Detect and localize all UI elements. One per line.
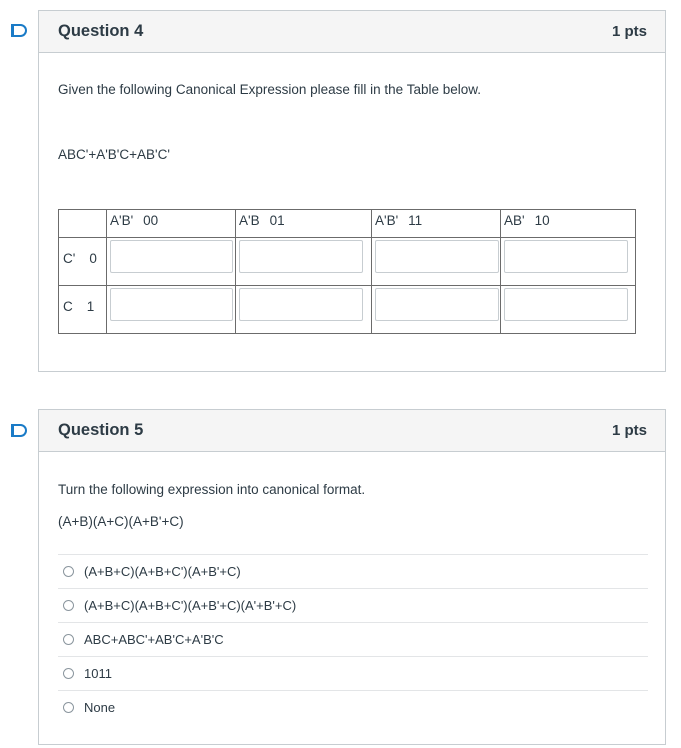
answer-input-c1-10[interactable]	[504, 288, 628, 321]
table-corner-cell	[59, 210, 107, 238]
answer-input-c1-11[interactable]	[375, 288, 499, 321]
question-expression: ABC'+A'B'C+AB'C'	[58, 147, 170, 162]
question-prompt: Given the following Canonical Expression please fill in the Table below.	[58, 82, 482, 97]
question-4-header	[39, 11, 665, 53]
question-title: Question 5	[58, 421, 144, 439]
flag-question-5-icon[interactable]	[11, 424, 27, 437]
answer-option[interactable]	[58, 622, 648, 656]
answer-option-label: ABC+ABC'+AB'C+A'B'C	[84, 632, 224, 647]
answer-input-c0-01[interactable]	[239, 240, 363, 273]
answer-option[interactable]	[58, 588, 648, 622]
question-points: 1 pts	[611, 422, 647, 439]
radio-button[interactable]	[63, 600, 74, 611]
question-expression: (A+B)(A+C)(A+B'+C)	[58, 514, 184, 529]
question-prompt: Turn the following expression into canonical format.	[58, 482, 366, 497]
answer-option[interactable]	[58, 690, 648, 724]
answer-input-c0-00[interactable]	[110, 240, 233, 273]
row-header-0: C' 0	[59, 238, 107, 286]
answer-option-label: 1011	[84, 666, 112, 681]
answer-option-label: (A+B+C)(A+B+C')(A+B'+C)(A'+B'+C)	[84, 598, 297, 613]
question-4-card	[38, 10, 666, 372]
question-5-header	[39, 410, 665, 452]
column-header-01: A'B 01	[236, 210, 372, 238]
answer-input-c0-11[interactable]	[375, 240, 499, 273]
answer-input-c0-10[interactable]	[504, 240, 628, 273]
radio-button[interactable]	[63, 702, 74, 713]
column-header-11: A'B' 11	[372, 210, 501, 238]
answer-option[interactable]	[58, 656, 648, 690]
question-5-card	[38, 409, 666, 745]
question-points: 1 pts	[611, 23, 647, 40]
answer-input-c1-01[interactable]	[239, 288, 363, 321]
answer-input-c1-00[interactable]	[110, 288, 233, 321]
answer-option[interactable]	[58, 554, 648, 588]
truth-table	[58, 209, 636, 334]
radio-button[interactable]	[63, 634, 74, 645]
question-title: Question 4	[58, 22, 144, 40]
radio-button[interactable]	[63, 566, 74, 577]
flag-question-4-icon[interactable]	[11, 24, 27, 37]
answer-option-label: None	[84, 700, 116, 715]
row-header-1: C 1	[59, 286, 107, 334]
column-header-10: AB' 10	[501, 210, 636, 238]
column-header-00: A'B' 00	[107, 210, 236, 238]
radio-button[interactable]	[63, 668, 74, 679]
answer-option-label: (A+B+C)(A+B+C')(A+B'+C)	[84, 564, 241, 579]
